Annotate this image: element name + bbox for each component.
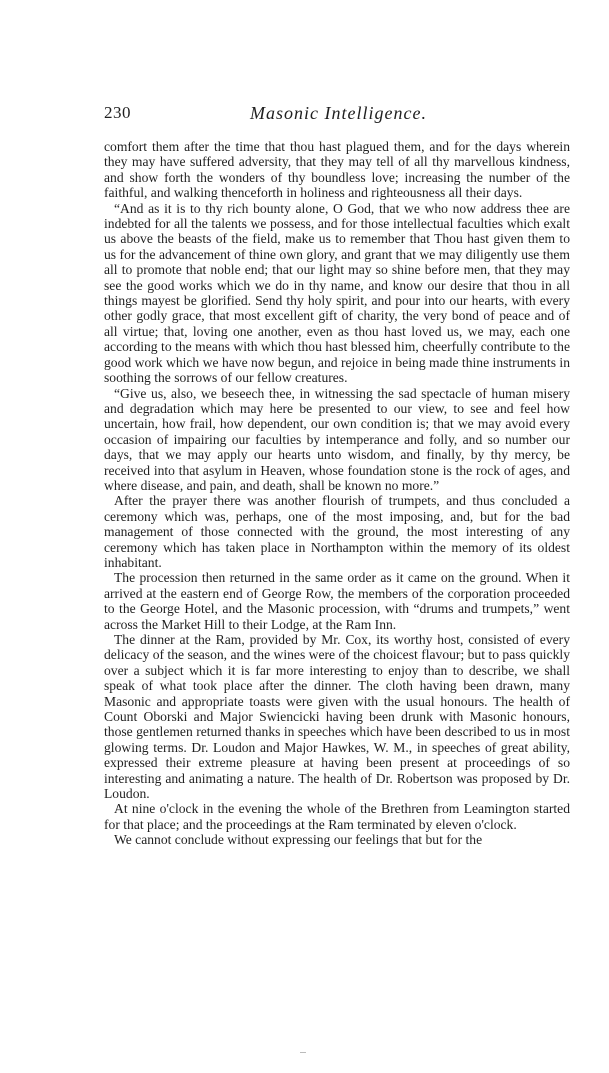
paragraph-4: After the prayer there was another flourish of trumpets, and thus concluded a ceremony which was, perhaps, one of the most imposing, and, but for the bad management of those connected with the ground, the most interesting of any ceremony which has taken place in Northampton within the memory of its oldest inhabitant. [104,493,570,570]
paragraph-1: comfort them after the time that thou hast plagued them, and for the days wherein they may have suffered adversity, that they may tell of all thy marvellous kindness, and show forth the wonders of thy boundless love; increasing the number of the faithful, and walking thenceforth in holiness and righteousness all their days. [104,139,570,201]
article-body [104,139,570,848]
page-header [104,103,570,129]
paragraph-3: “Give us, also, we beseech thee, in witnessing the sad spectacle of human misery and degradation which may here be presented to our view, to see and feel how uncertain, how frail, how dependent, our own condition is; that we may avoid every occasion of impairing our faculties by intemperance and folly, and so number our days, that we may apply our hearts unto wisdom, and finally, by thy mercy, be received into that asylum in Heaven, whose foundation stone is the rock of ages, and where disease, and pain, and death, shall be known no more.” [104,385,570,493]
page-number: 230 [104,103,131,122]
printer-mark [300,1052,306,1053]
running-title: Masonic Intelligence. [250,103,427,123]
paragraph-8: We cannot conclude without expressing our feelings that but for the [114,832,483,848]
paragraph-6: The dinner at the Ram, provided by Mr. Cox, its worthy host, consisted of every delicacy of the season, and the wines were of the choicest flavour; but to pass quickly over a subject which it is far more interesting to enjoy than to describe, we shall speak of what took place after the dinner. The cloth having been drawn, many Masonic and appropriate toasts were given with the usual honours. The health of Count Oborski and Major Swiencicki having been drunk with Masonic honours, those gentlemen returned thanks in speeches which have been described to us in most glowing terms. Dr. Loudon and Major Hawkes, W. M., in speeches of great ability, expressed their extreme pleasure at having been present at proceedings of so interesting and animating a nature. The health of Dr. Robertson was proposed by Dr. Loudon. [104,632,570,802]
paragraph-2: “And as it is to thy rich bounty alone, O God, that we who now address thee are indebted for all the talents we possess, and for those intellectual faculties which exalt us above the beasts of the field, make us to remember that Thou hast given them to us for the advancement of thine own glory, and grant that we may diligently use them all to promote that noble end; that our light may so shine before men, that they may see the good works which we do in thy name, and know our desire that thou in all things mayest be glorified. Send thy holy spirit, and pour into our hearts, with every other godly grace, that most excellent gift of charity, the very bond of peace and of all virtue; that, loving one another, even as thou hast loved us, we may, each one according to the means with which thou hast blessed him, cheerfully contribute to the good work which we have now begun, and rejoice in being made thine instruments in soothing the sorrows of our fellow creatures. [104,200,570,386]
paragraph-5: The procession then returned in the same order as it came on the ground. When it arrived at the eastern end of George Row, the members of the corporation proceeded to the George Hotel, and the Masonic procession, with “drums and trumpets,” went across the Market Hill to their Lodge, at the Ram Inn. [104,570,570,632]
paragraph-7: At nine o'clock in the evening the whole of the Brethren from Leamington started for that place; and the proceedings at the Ram terminated by eleven o'clock. [104,801,570,832]
